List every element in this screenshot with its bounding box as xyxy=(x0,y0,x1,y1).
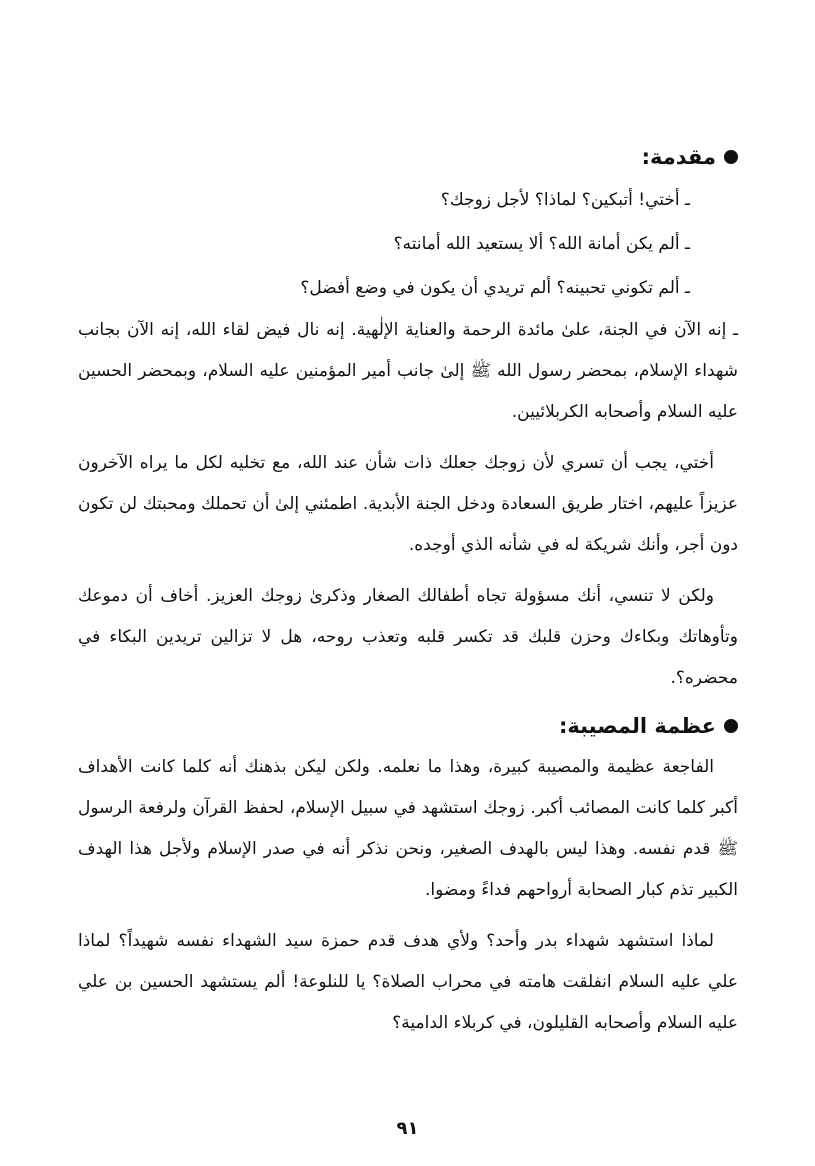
section-heading-text: مقدمة: xyxy=(641,145,716,169)
paragraph: الفاجعة عظيمة والمصيبة كبيرة، وهذا ما نعلمه. ولكن ليكن بذهنك أنه كلما كانت الأهداف أكبر كلما كانت المصائب أكبر. زوجك استشهد في سبيل الإسلام، لحفظ القرآن ولرفعة الرسول ﷺ قدم نفسه. وهذا ليس بالهدف الصغير، ونحن نذكر أنه في صدر الإسلام ولأجل هذا الهدف الكبير تذم كبار الصحابة أرواحهم فداءً ومضوا. xyxy=(78,757,738,900)
paragraph: ولكن لا تنسي، أنك مسؤولة تجاه أطفالك الصغار وذكرىٰ زوجك العزيز. أخاف أن دموعك وتأوهاتك وبكاءك وحزن قلبك قد تكسر قلبه وتعذب روحه، هل لا تزالين تريدين البكاء في محضره؟. xyxy=(78,586,738,688)
section-heading-calamity xyxy=(78,709,738,743)
bullet-icon xyxy=(724,150,738,164)
paragraph: أختي، يجب أن تسري لأن زوجك جعلك ذات شأن عند الله، مع تخليه لكل ما يراه الآخرون عزيزاً عليهم، اختار طريق السعادة ودخل الجنة الأبدية. اطمئني إلىٰ أن تحملك ومحبتك لن تكون دون أجر، وأنك شريكة له في شأنه الذي أوجده. xyxy=(78,453,738,555)
question-line: ـ ألم تكوني تحبينه؟ ألم تريدي أن يكون في وضع أفضل؟ xyxy=(300,278,690,298)
bullet-icon xyxy=(724,719,738,733)
paragraph: ـ إنه الآن في الجنة، علىٰ مائدة الرحمة والعناية الإلٰهية. إنه نال فيض لقاء الله، إنه الآن بجانب شهداء الإسلام، بمحضر رسول الله ﷺ إلىٰ جانب أمير المؤمنين عليه السلام، وبمحضر الحسين عليه السلام وأصحابه الكربلائيين. xyxy=(78,320,738,422)
page-number: ٩١ xyxy=(396,1118,419,1139)
question-line: ـ أختي! أتبكين؟ لماذا؟ لأجل زوجك؟ xyxy=(440,190,690,210)
paragraph: لماذا استشهد شهداء بدر وأحد؟ ولأي هدف قدم حمزة سيد الشهداء نفسه شهيداً؟ لماذا علي عليه السلام انفلقت هامته في محراب الصلاة؟ يا للنلوعة! ألم يستشهد الحسين بن علي عليه السلام وأصحابه القليلون، في كربلاء الدامية؟ xyxy=(78,931,738,1033)
section-heading-text: عظمة المصيبة: xyxy=(558,714,716,738)
section-heading-introduction xyxy=(78,140,738,174)
page-body xyxy=(78,140,738,1054)
question-line: ـ ألم يكن أمانة الله؟ ألا يستعيد الله أمانته؟ xyxy=(393,234,690,254)
